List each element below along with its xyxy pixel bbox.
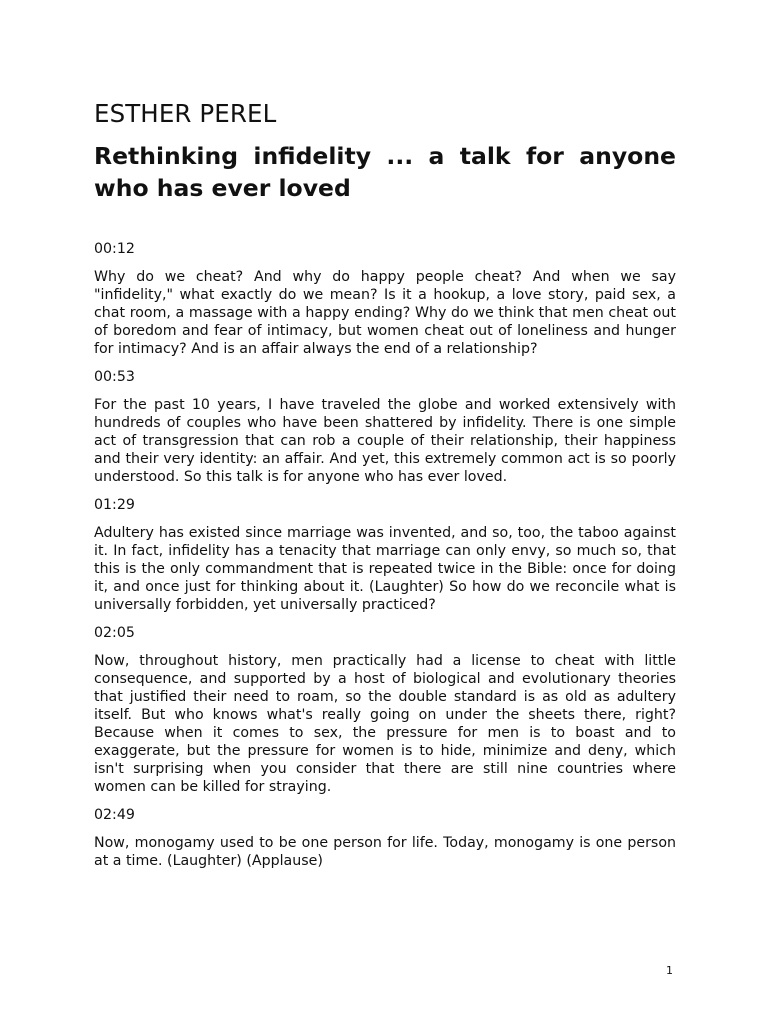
timestamp: 01:29 <box>94 497 135 513</box>
transcript-segment <box>94 240 676 358</box>
timestamp: 02:49 <box>94 807 135 823</box>
timestamp: 02:05 <box>94 625 135 641</box>
timestamp: 00:12 <box>94 241 135 257</box>
page-number: 1 <box>666 964 673 977</box>
transcript-segment <box>94 624 676 796</box>
transcript-segment <box>94 368 676 486</box>
transcript-paragraph: For the past 10 years, I have traveled the globe and worked extensively with hundreds of couples who have been shattered by infidelity. There is one simple act of transgression that can rob a couple of their relationship, their happiness and their very identity: an affair. And yet, this extremely common act is so poorly understood. So this talk is for anyone who has ever loved. <box>94 397 676 485</box>
author-name: ESTHER PEREL <box>94 99 277 128</box>
transcript-segment <box>94 496 676 614</box>
timestamp: 00:53 <box>94 369 135 385</box>
transcript-paragraph: Why do we cheat? And why do happy people cheat? And when we say "infidelity," what exactly do we mean? Is it a hookup, a love story, paid sex, a chat room, a massage with a happy ending? Why do we think that men cheat out of boredom and fear of intimacy, but women cheat out of loneliness and hunger for intimacy? And is an affair always the end of a relationship? <box>94 269 676 357</box>
talk-title: Rethinking infidelity ... a talk for anyone who has ever loved <box>94 142 676 202</box>
transcript-segment <box>94 806 676 870</box>
transcript-paragraph: Now, throughout history, men practically had a license to cheat with little consequence, and supported by a host of biological and evolutionary theories that justified their need to roam, so the double standard is as old as adultery itself. But who knows what's really going on under the sheets there, right? Because when it comes to sex, the pressure for men is to boast and to exaggerate, but the pressure for women is to hide, minimize and deny, which isn't surprising when you consider that there are still nine countries where women can be killed for straying. <box>94 653 676 795</box>
transcript-paragraph: Adultery has existed since marriage was invented, and so, too, the taboo against it. In fact, infidelity has a tenacity that marriage can only envy, so much so, that this is the only commandment that is repeated twice in the Bible: once for doing it, and once just for thinking about it. (Laughter) So how do we reconcile what is universally forbidden, yet universally practiced? <box>94 525 676 613</box>
transcript-paragraph: Now, monogamy used to be one person for life. Today, monogamy is one person at a time. (Laughter) (Applause) <box>94 835 676 869</box>
document-page <box>94 98 676 880</box>
